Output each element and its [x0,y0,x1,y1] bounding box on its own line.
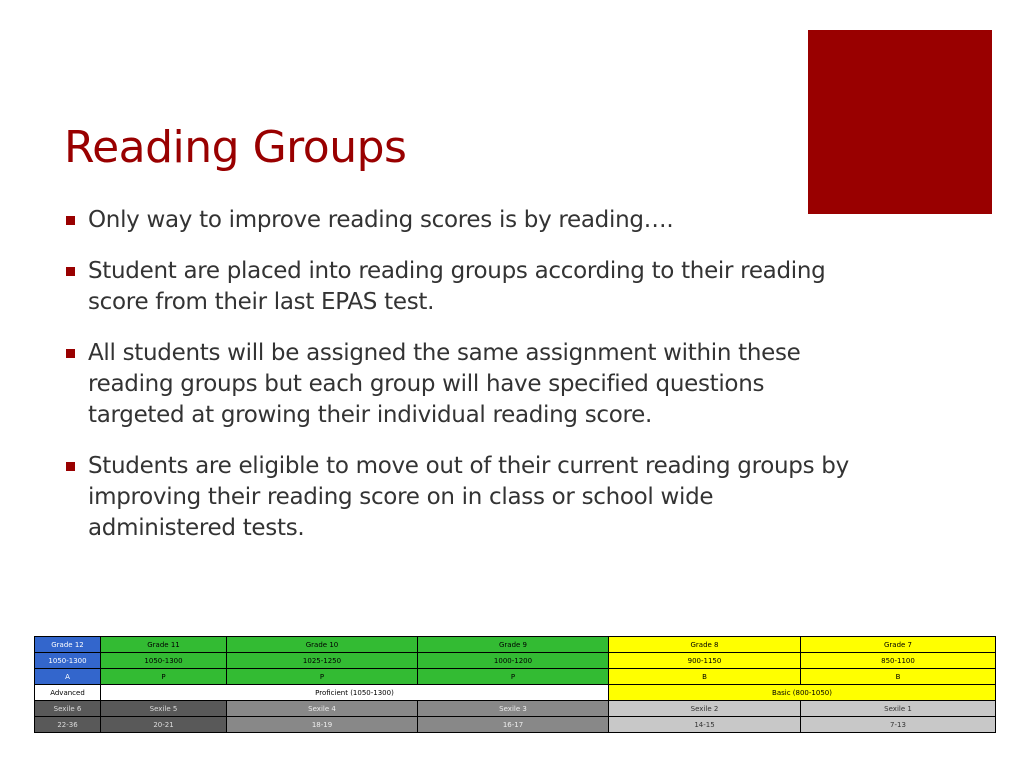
table-cell: 850-1100 [801,653,996,669]
table-cell: P [227,669,418,685]
table-cell: Sexile 6 [35,701,101,717]
table-cell: Sexile 5 [101,701,227,717]
table-cell: 1050-1300 [35,653,101,669]
table-cell: A [35,669,101,685]
table-row-codes [35,669,996,685]
table-cell: Proficient (1050-1300) [101,685,609,701]
table-cell: Grade 12 [35,637,101,653]
square-bullet-icon [66,216,75,225]
table-row-levels [35,685,996,701]
table-cell: 1000-1200 [418,653,609,669]
table-cell: 7-13 [801,717,996,733]
table-cell: 1050-1300 [101,653,227,669]
table-cell: Grade 7 [801,637,996,653]
table-cell: Grade 9 [418,637,609,653]
table-cell: Advanced [35,685,101,701]
table-cell: B [609,669,801,685]
table-cell: P [418,669,609,685]
reading-groups-table [34,636,996,733]
accent-square [808,30,992,214]
table-row-sexile-ranges [35,717,996,733]
table-cell: 14-15 [609,717,801,733]
table-cell: Sexile 2 [609,701,801,717]
table-cell: Sexile 3 [418,701,609,717]
bullet-item [64,256,864,318]
table-cell: Grade 11 [101,637,227,653]
table-cell: 18-19 [227,717,418,733]
table-cell: 1025-1250 [227,653,418,669]
table-cell: 20-21 [101,717,227,733]
table-cell: 22-36 [35,717,101,733]
slide-title: Reading Groups [64,122,407,173]
table-cell: B [801,669,996,685]
table-cell: Basic (800-1050) [609,685,996,701]
bullet-item [64,205,864,236]
bullet-text: Students are eligible to move out of their current reading groups by improving their reading score on in class or school wide administered tests. [88,453,849,541]
bullet-text: Student are placed into reading groups according to their reading score from their last EPAS test. [88,258,826,315]
bullet-text: Only way to improve reading scores is by reading…. [88,207,674,233]
bullet-list [64,205,864,564]
table-cell: Grade 8 [609,637,801,653]
table-cell: Grade 10 [227,637,418,653]
table-cell: P [101,669,227,685]
bullet-text: All students will be assigned the same assignment within these reading groups but each group will have specified questions targeted at growing their individual reading score. [88,340,801,428]
table-row-sexiles [35,701,996,717]
square-bullet-icon [66,267,75,276]
table-cell: 900-1150 [609,653,801,669]
table-cell: Sexile 1 [801,701,996,717]
table-cell: 16-17 [418,717,609,733]
square-bullet-icon [66,349,75,358]
bullet-item [64,338,864,431]
bullet-item [64,451,864,544]
table-row-ranges [35,653,996,669]
square-bullet-icon [66,462,75,471]
table-row-grades [35,637,996,653]
table-cell: Sexile 4 [227,701,418,717]
